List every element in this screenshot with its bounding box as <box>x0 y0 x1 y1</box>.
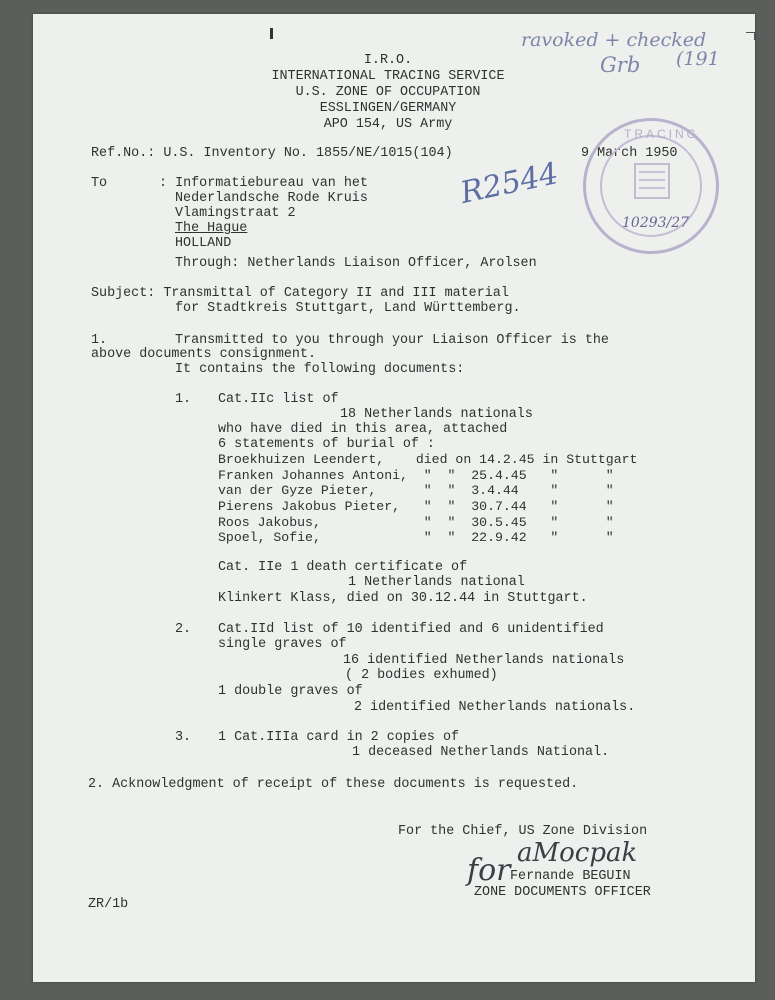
paragraph-1-number: 1. <box>91 333 108 348</box>
org-name: INTERNATIONAL TRACING SERVICE <box>271 69 505 84</box>
handwritten-signature: aMocpak <box>517 838 638 868</box>
corner-mark <box>746 32 755 40</box>
handwritten-for: for <box>467 853 511 888</box>
item-1-line-4: 6 statements of burial of : <box>218 437 435 452</box>
archive-stamp <box>583 118 719 254</box>
burial-row: Franken Johannes Antoni, " " 25.4.45 " " <box>218 468 614 483</box>
recipient-street: Vlamingstraat 2 <box>175 206 296 221</box>
item-3-number: 3. <box>175 730 192 745</box>
acknowledgment-paragraph: 2. Acknowledgment of receipt of these documents is requested. <box>88 777 579 792</box>
recipient-country: HOLLAND <box>175 236 232 251</box>
item-2-line-5: 1 double graves of <box>218 684 363 699</box>
burial-row: Spoel, Sofie, " " 22.9.42 " " <box>218 530 614 545</box>
item-3-line-2: 1 deceased Netherlands National. <box>352 745 610 760</box>
paragraph-1-line-3: It contains the following documents: <box>175 362 465 377</box>
item-2-line-2: single graves of <box>218 637 347 652</box>
item-2-line-1: Cat.IId list of 10 identified and 6 unidentified <box>218 622 604 637</box>
burial-row: Roos Jakobus, " " 30.5.45 " " <box>218 515 614 530</box>
item-2-line-6: 2 identified Netherlands nationals. <box>354 700 636 715</box>
signer-title: ZONE DOCUMENTS OFFICER <box>474 885 651 900</box>
to-label: To <box>91 176 108 191</box>
item-1-line-2: 18 Netherlands nationals <box>340 407 533 422</box>
subject-line-2: for Stadtkreis Stuttgart, Land Württemberg. <box>175 301 521 316</box>
location-line: ESSLINGEN/GERMANY <box>319 101 457 116</box>
footer-reference: ZR/1b <box>88 897 129 912</box>
org-abbrev: I.R.O. <box>363 53 413 68</box>
zone-line: U.S. ZONE OF OCCUPATION <box>295 85 481 100</box>
paragraph-1-line-2: above documents consignment. <box>91 347 316 362</box>
recipient-city: The Hague <box>175 221 248 236</box>
stamp-text: TRACING <box>624 127 699 141</box>
subject-line-1: Subject: Transmittal of Category II and III material <box>91 286 509 301</box>
pencil-annotation: ravoked + checked <box>521 29 707 51</box>
handwritten-reference: R2544 <box>457 156 562 211</box>
pencil-initials: Grb <box>600 53 641 77</box>
item-1-line-1: Cat.IIc list of <box>218 392 339 407</box>
through-line: Through: Netherlands Liaison Officer, Arolsen <box>175 256 537 271</box>
ink-mark <box>270 28 273 39</box>
item-3-line-1: 1 Cat.IIIa card in 2 copies of <box>218 730 460 745</box>
signer-name: Fernande BEGUIN <box>510 869 631 884</box>
signature-for-line: For the Chief, US Zone Division <box>398 824 648 839</box>
item-1-line-3: who have died in this area, attached <box>218 422 508 437</box>
death-certificate-line-1: Cat. IIe 1 death certificate of <box>218 560 468 575</box>
paragraph-1-line-1: Transmitted to you through your Liaison Officer is the <box>175 333 609 348</box>
death-certificate-line-2: 1 Netherlands national <box>348 575 525 590</box>
item-2-number: 2. <box>175 622 192 637</box>
burial-row: van der Gyze Pieter, " " 3.4.44 " " <box>218 483 614 498</box>
item-2-line-3: 16 identified Netherlands nationals <box>343 653 625 668</box>
death-certificate-line-3: Klinkert Klass, died on 30.12.44 in Stuttgart. <box>218 591 588 606</box>
reference-number: Ref.No.: U.S. Inventory No. 1855/NE/1015(104) <box>91 146 453 161</box>
pencil-number: (191 <box>676 48 720 70</box>
item-1-number: 1. <box>175 392 192 407</box>
apo-line: APO 154, US Army <box>323 117 453 132</box>
burial-row: Broekhuizen Leendert, died on 14.2.45 in Stuttgart <box>218 452 638 467</box>
recipient-line-2: Nederlandsche Rode Kruis <box>175 191 368 206</box>
stamp-number: 10293/27 <box>622 215 690 231</box>
recipient-line-1: : Informatiebureau van het <box>159 176 368 191</box>
burial-row: Pierens Jakobus Pieter, " " 30.7.44 " " <box>218 499 614 514</box>
document-date: 9 March 1950 <box>581 146 678 161</box>
item-2-line-4: ( 2 bodies exhumed) <box>345 668 498 683</box>
